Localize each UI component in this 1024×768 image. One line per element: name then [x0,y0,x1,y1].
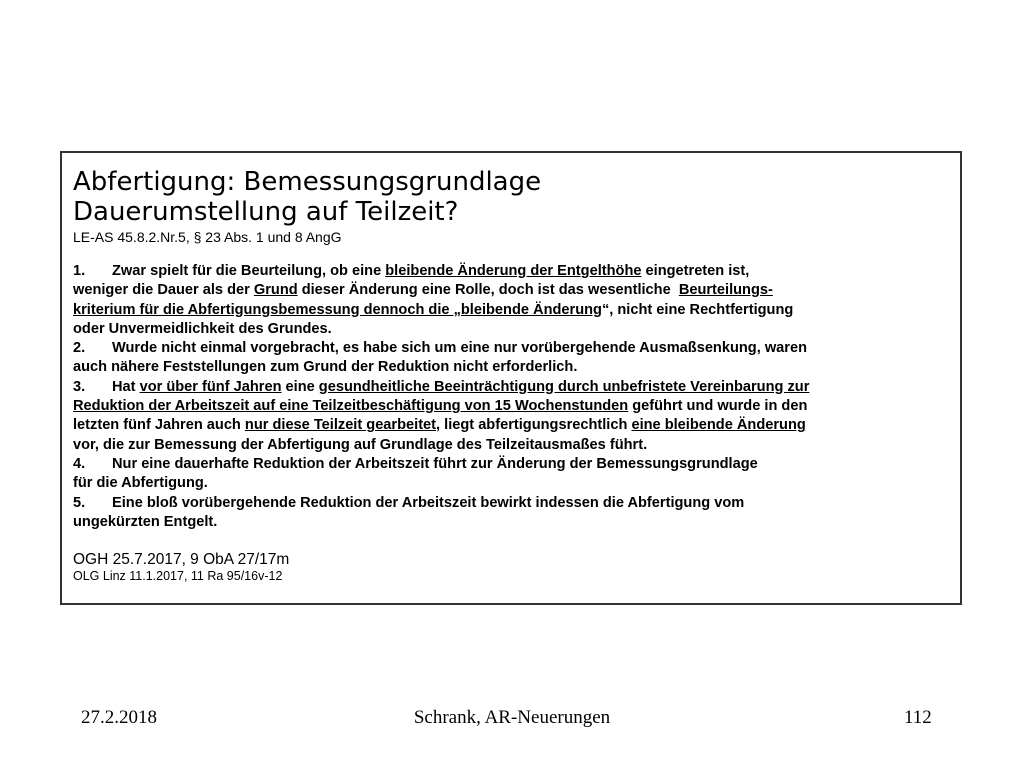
text: “, nicht eine Rechtfertigung [601,301,794,318]
underlined-text: Reduktion der Arbeitszeit auf eine Teilzeitbeschäftigung von 15 Wochenstunden [73,398,629,415]
text: Eine bloß vorübergehende Reduktion der Arbeitszeit bewirkt indessen die Abfertigung vom [112,494,745,511]
point-3-line-3 [73,416,960,435]
ogh-citation: OGH 25.7.2017, 9 ObA 27/17m [73,551,290,569]
text: , liegt abfertigungsrechtlich [436,417,632,434]
text: Hat [112,378,140,395]
content-box [60,151,962,605]
point-number: 5. [73,494,86,511]
footer-author: Schrank, AR-Neuerungen [413,707,611,728]
text: Zwar spielt für die Beurteilung, ob eine [112,263,386,279]
slide-title-line1: Abfertigung: Bemessungsgrundlage [73,167,542,197]
point-1-line-4: oder Unvermeidlichkeit des Grundes. [73,320,332,337]
point-1-line-3 [73,301,960,320]
text: Nur eine dauerhafte Reduktion der Arbeitszeit führt zur Änderung der Bemessungsgrundlage [112,455,758,472]
footer-date: 27.2.2018 [81,707,157,728]
slide-title-line2: Dauerumstellung auf Teilzeit? [73,197,459,227]
point-3-line-1 [73,378,960,397]
point-4-line-2: für die Abfertigung. [73,475,208,492]
point-5-line-2: ungekürzten Entgelt. [73,513,218,530]
point-2-line-1 [73,339,960,358]
underlined-text: nur diese Teilzeit gearbeitet [244,417,437,434]
ruling-points [73,262,960,532]
text: dieser Änderung eine Rolle, doch ist das wesentliche [297,282,679,299]
text: eine [281,378,319,395]
point-4-line-1 [73,455,960,474]
underlined-text: kriterium für die Abfertigungsbemessung dennoch die „bleibende Änderung [73,301,602,318]
legal-reference: LE-AS 45.8.2.Nr.5, § 23 Abs. 1 und 8 AngG [73,229,342,245]
point-3-line-4: vor, die zur Bemessung der Abfertigung auf Grundlage des Teilzeitausmaßes führt. [73,436,648,453]
point-number: 3. [73,378,86,395]
underlined-text: gesundheitliche Beeinträchtigung durch unbefristete Vereinbarung zur [318,378,810,395]
text: Wurde nicht einmal vorgebracht, es habe sich um eine nur vorübergehende Ausmaßsenkung, waren [112,340,807,357]
point-2-line-2: auch nähere Feststellungen zum Grund der Reduktion nicht erforderlich. [73,359,578,376]
underlined-text: bleibende Änderung der Entgelthöhe [385,263,642,279]
text: weniger die Dauer als der [73,282,254,299]
point-number: 4. [73,455,86,472]
olg-citation: OLG Linz 11.1.2017, 11 Ra 95/16v-12 [73,569,283,584]
text: geführt und wurde in den [628,398,808,415]
point-1-line-2 [73,281,960,300]
underlined-text: vor über fünf Jahren [139,378,282,395]
point-5-line-1 [73,494,960,513]
point-3-line-2 [73,397,960,416]
point-1-line-1 [73,262,960,281]
page-number: 112 [904,707,932,728]
underlined-text: Beurteilungs- [678,282,773,299]
text: letzten fünf Jahren auch [73,417,245,434]
point-number: 2. [73,340,86,357]
underlined-text: eine bleibende Änderung [631,417,806,434]
text: eingetreten ist, [641,263,750,279]
point-number: 1. [73,263,86,279]
underlined-text: Grund [253,282,298,299]
